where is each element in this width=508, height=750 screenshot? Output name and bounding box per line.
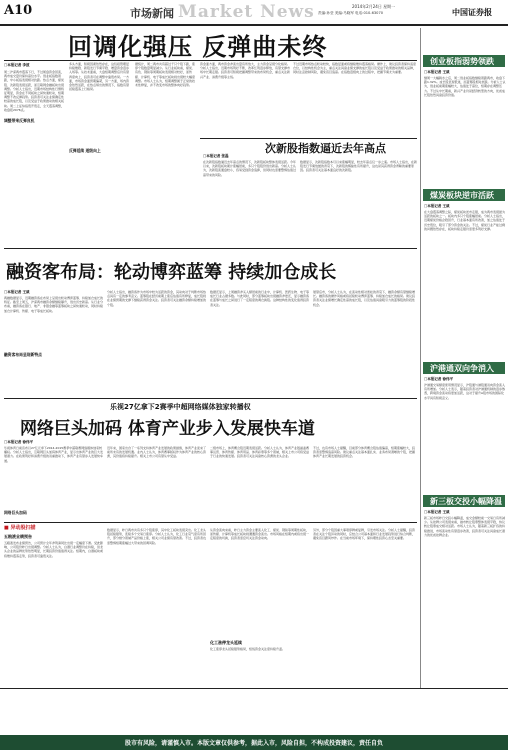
sidebar-divider <box>420 28 421 688</box>
section-title-cn: 市场新闻 <box>130 7 174 20</box>
article-3-kicker: 乐视27亿拿下2赛季中超网络媒体独家转播权 <box>110 403 251 411</box>
sidebar-byline-1: □本报记者 王威 <box>424 70 450 74</box>
article-3-body-col2: 近年来，国家出台了一系列支持体育产业发展的政策措施，体育产业迎来了前所未有的发展机遇。业内人士认为，体育赛事版权作为体育产业的核心资源，其价值将持续提升。相关上市公司有望从中受益。 <box>107 446 207 459</box>
divider <box>4 248 417 249</box>
article-2-body-col4: 展望后市，分析人士认为，在流动性相对宽松的背景下，融资余额有望继续增长。融资客的操作风格或将延续轮动博弈蓝筹、持续加仓成长的格局。建议投资者关注业绩增长确定性高的成长股，以及估值具备吸引力的蓝筹股的阶段性机会。 <box>313 290 416 307</box>
header-rule <box>0 24 508 26</box>
divider <box>4 522 417 523</box>
sidebar-body-3: 沪港通交易额度使用情况显示，沪股通与港股通双向资金流入有所增加。分析人士表示，随着投资者对沪港通机制的逐步熟悉，跨境资金流动将更加活跃，这对于提升A股市场的国际化水平具有积极意义。 <box>424 383 506 400</box>
date-line: 2014年2月24日 星期一 <box>352 4 396 9</box>
sidebar-title-4: 新三板交投小幅降温 <box>430 496 502 506</box>
page-code: A10 <box>4 3 33 18</box>
sidebar-body-4: 新三板市场昨日交投小幅降温，成交金额较前一交易日有所减少。从挂牌公司表现来看，做市转让股票整体表现平稳，协议转让股票成交相对活跃。市场人士认为，随着新三板扩容的持续推进，市场流动性有望逐步改善，投资者可关注具备成长潜力的优质挂牌企业。 <box>424 516 506 537</box>
editor-line: 责编:孙莹 美编:马晓军 电话:010-63070 <box>318 11 384 15</box>
stock-scan-body-col1: 五粮液发布业绩预告，公司预计全年净利润同比出现一定幅度下滑。受此影响，公司股价昨日出现调整。分析人士认为，白酒行业调整仍在持续，但龙头企业的品牌优势依然明显，长期投资价值值得关注。短期内，白酒板块或将维持震荡走势，投资者可逢低关注。 <box>4 541 104 558</box>
article-1-body-col1: 周二沪深两市震荡下行，不过尾盘资金回流，两市成交量仍保持高位水平。创业板指数领跌，中小板指表现相对抗跌。热点方面，煤炭股、次新股表现活跃，而互联网金融板块出现调整。分析人士指出，近期市场结构性行情特征明显，资金在不同板块之间快速轮动，短期调整不改反弹趋势。投资者可关注业绩确定性较高的成长股，以及受益于政策推动的相关板块。周二上证综指低开低走，全天震荡调整，收盘报2076点。 <box>4 70 65 112</box>
sub-article-body: 在次新股指数逼近去年高点的情况下，次新股板块整体表现活跃。今年以来，次新股板块累计涨幅居前，多只个股股价创出新高。分析人士认为，次新股流通盘较小，容易受到资金追捧，但同时也需要警惕估值过高带来的风险。 <box>203 160 296 177</box>
stock-scan-sub3: 化工涨停龙头延续 <box>210 640 242 645</box>
article-1-inline-head: 反弹延续 逐级向上 <box>69 148 101 153</box>
sub-article-body-col2: 数据显示，次新股指数本月以来涨幅明显，较去年高点仅一步之遥。市场人士指出，在新股发行节奏放缓的背景下，次新股的稀缺性有所提升，这也是其获得资金青睐的重要原因。投资者可关注基本面良好的次新股。 <box>300 160 417 173</box>
article-1-byline: □本报记者 李波 <box>4 63 30 67</box>
article-3-headline: 网络巨头加码 体育产业步入发展快车道 <box>20 419 315 439</box>
article-3-inline-head: 网络巨头加码 <box>4 510 27 515</box>
article-1-body-col5: 不过近期市场热点轮动较快，指数层面或将继续维持震荡格局。操作上，建议投资者保持适度仓位，以结构性机会为主，重点关注具备业绩支撑的成长股以及受益于政策推动的相关品种，同时注意控制风险，避免盲目追高。在指数逐级向上的过程中，把握节奏尤为重要。 <box>293 62 417 75</box>
article-1-body-col2: 多头方面，积极因素依然存在，这包括管理层持续维稳、新股发行节奏平稳、增量资金逐步入场等。从技术面看，大盘短期调整后仍有望再度向上，投资者可在调整中逢低布局。一方面，市场资金面预期偏紧，另一方面，场内资金依然活跃，在热点频出的情况下，指数有望延续震荡上行格局。 <box>69 62 130 92</box>
stock-scan-body-col2: 数据显示，昨日两市共有多只个股涨停，其中化工板块表现突出。化工龙头股延续强势，连续多个交易日涨停。分析人士认为，化工行业景气度有所回升，部分细分领域产品价格上涨，相关公司业绩有望改善。不过，投资者也需警惕短期涨幅过大带来的回调风险。 <box>107 528 207 545</box>
footer-rule <box>0 688 508 689</box>
sub-article-headline: 次新股指数逼近去年高点 <box>265 142 386 155</box>
article-1-inline-head: 调整带来反弹良机 <box>4 118 35 123</box>
footer-disclaimer: 股市有风险，请谨慎入市。本版文章仅供参考，据此入市，风险自担，不构成投资建议，责任自负 <box>124 740 383 747</box>
article-2-byline: □本报记者 王威 <box>4 290 30 294</box>
article-3-body-col3: 二级市场上，体育概念股近期表现活跃。分析人士认为，体育产业链涵盖赛事运营、体育传媒、体育用品、体育彩票等多个领域，相关上市公司将受益于行业的快速发展。投资者可关注具备核心资源的龙头企业。 <box>210 446 310 459</box>
sidebar-body-1: 继周一大幅跳水之后，周二创业板指数继续领跌两市，收盘下跌1.32%。成长股表现低迷，而蓝筹股相对抗跌。分析人士认为，创业板前期涨幅较大，估值处于高位，短期存在调整压力。不过从中长期看，新兴产业仍是经济转型的方向，优质成长股依然具备投资价值。 <box>424 76 506 97</box>
article-3-byline: □本报记者 徐伟平 <box>4 440 34 444</box>
stock-scan-label: ■ 异动股扫描 <box>4 525 36 531</box>
divider <box>4 398 417 399</box>
sidebar-byline-3: □本报记者 徐伟平 <box>424 377 454 381</box>
stock-scan-body-col3b: 化工涨停龙头延续强势格局，短线资金关注度持续升温。 <box>210 647 286 651</box>
sidebar-title-3: 沪港通双向争消入 <box>430 363 494 373</box>
stock-scan-body-col4: 另外，部分个股因重大事项停牌或复牌，引发市场关注。分析人士提醒，投资者在关注个股异动的同时，应结合公司基本面和行业发展趋势进行综合判断，避免盲目跟风炒作。在当前市场环境下，保持理性投资心态至关重要。 <box>313 528 416 541</box>
paper-name: 中国证券报 <box>452 7 492 17</box>
sidebar-byline-4: □本报记者 王威 <box>424 510 450 514</box>
article-2-body-col1: 两融数据显示，近期融资客在布局上呈现出轮动博弈蓝筹、持续加仓成长的特征。截至上周五，沪深两市融资余额继续攀升，创出历史新高。从行业分布看，融资客在银行、地产、非银金融等蓝筹板块之间快速轮动，同时持续加仓计算机、传媒、电子等成长板块。 <box>4 296 104 313</box>
article-2-body-col3: 数据还显示，上周融资净买入额居前的行业中，计算机、医药生物、电子等成长行业占据多数。与此同时，部分蓝筹板块出现融资净偿还，显示融资客在蓝筹与成长之间进行了一定程度的调仓换股。这种结构性的变化值得投资者关注。 <box>210 290 310 307</box>
article-2-headline: 融资客布局：轮动博弈蓝筹 持续加仓成长 <box>6 262 337 283</box>
article-3-body-col4: 不过，也有市场人士提醒，目前部分体育概念股估值偏高，短期涨幅较大，投资者需警惕追高风险。建议重点关注基本面扎实、业务布局清晰的个股，把握体育产业长期发展的投资机会。 <box>313 446 416 459</box>
stock-scan-body-col3: 从资金流向来看，昨日主力资金主要流入化工、煤炭、钢铁等周期性板块，而传媒、计算机等成长板块则遭遇资金流出。市场风格在短期内或将出现一定程度的切换，投资者需密切关注资金动向。 <box>210 528 310 541</box>
sidebar-body-2: 在大盘震荡调整之际，煤炭板块逆市走强，成为两市表现最为活跃的板块之一。板块内多只个股涨幅居前。分析人士指出，近期煤炭价格企稳回升，行业基本面有所改善，加之估值处于历史低位，吸引了部分资金的关注。不过，煤炭行业产能过剩的问题依然存在，板块持续走强仍需更多利好支撑。 <box>424 210 506 231</box>
sub-article-byline: □本报记者 张磊 <box>203 154 229 158</box>
section-title-en: Market News <box>178 2 315 22</box>
sidebar-title-1: 创业板指弱势领跌 <box>430 56 494 66</box>
article-1-body-col3: 据统计，周二两市共有超过千只个股下跌，涨停个股数量明显减少。从行业板块看，煤炭、有色、钢铁等周期板块表现相对较好，而传媒、计算机、电子等成长板块则出现较大幅度调整。市场人士认为，短期调整属于正常的技术性修复，并不改变市场的整体向好趋势。 <box>135 62 196 88</box>
stock-scan-sub1: 五粮液业绩预告 <box>4 534 32 539</box>
sidebar-title-2: 煤炭板块逆市活跃 <box>430 190 494 200</box>
article-1-body-col4: 资金面方面，两市资金净流出量有所放大，主力资金呈现分化格局。分析人士指出，近期市场利好不断，改革红利逐步释放，有望支撑市场中长期走强。投资者可积极把握调整带来的布局机会，重点关注新兴产业、消费升级等主线。 <box>200 62 290 79</box>
article-2-inline-head: 融资客布局呈现新特点 <box>4 352 42 357</box>
article-2-body-col2: 分析人士指出，融资客作为市场中较为活跃的资金，其动向对于判断市场热点具有一定的参考意义。蓝筹股在经历前期上涨后估值有所修复，成长股则在业绩预期的支撑下继续获得资金关注。投资者可关注融资余额持续增加的个股。 <box>107 290 207 307</box>
article-3-body-col1: 乐视体育日前宣布以27亿元拿下2014-2015赛季中超联赛网络媒体独家转播权。分析人士指出，互联网巨头加码体育产业，显示出体育产业的巨大发展潜力。在政策利好和消费升级的双重推动下，体育产业有望步入发展快车道。 <box>4 446 104 463</box>
masthead <box>0 0 508 26</box>
divider <box>4 60 417 61</box>
sidebar-byline-2: □本报记者 王威 <box>424 204 450 208</box>
article-1-headline: 回调化强压 反弹曲未终 <box>68 32 328 61</box>
